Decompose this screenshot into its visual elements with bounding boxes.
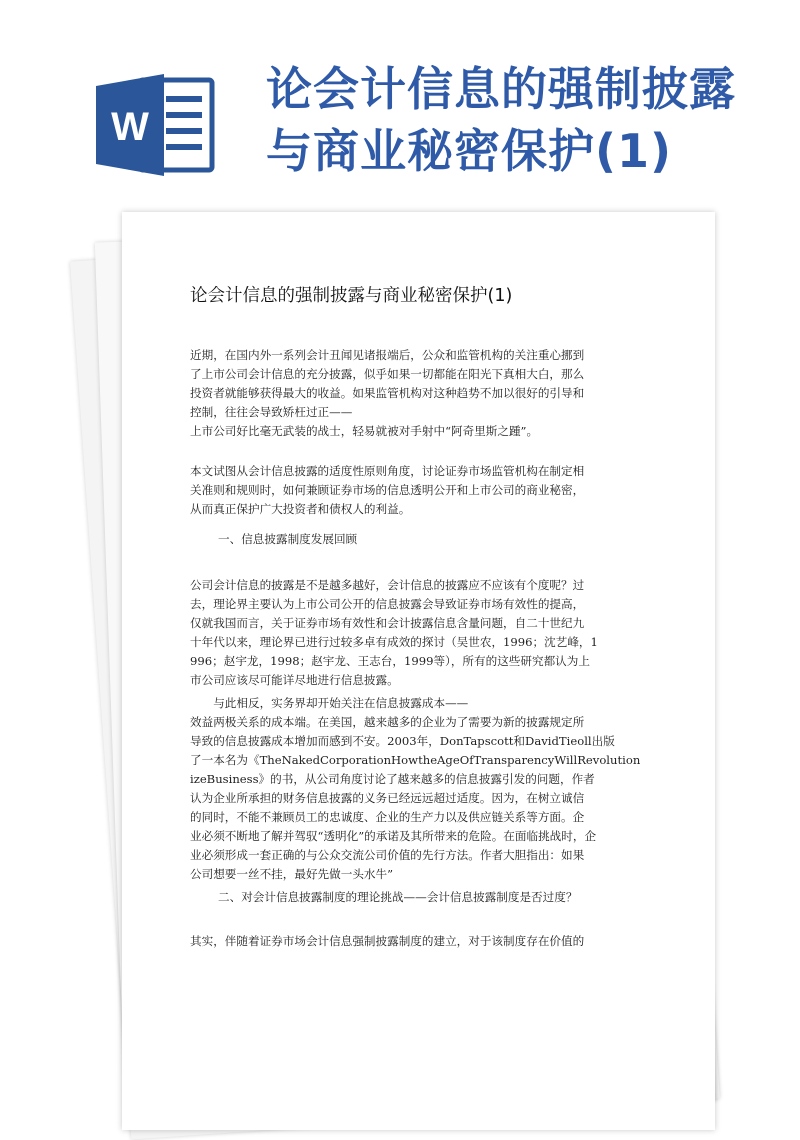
- word-icon: [96, 72, 216, 178]
- paragraph-3: [190, 576, 630, 690]
- paragraph-line: 996；赵宇龙，1998；赵宇龙、王志台，1999等），所有的这些研究都认为上: [190, 654, 590, 668]
- header-title: [266, 58, 766, 182]
- document-title: 论会计信息的强制披露与商业秘密保护(1): [190, 286, 513, 306]
- paragraph-line: 控制，往往会导致矫枉过正——: [190, 405, 353, 419]
- paragraph-line: 市公司应该尽可能详尽地进行信息披露。: [190, 673, 399, 687]
- paragraph-line: 了上市公司会计信息的充分披露，似乎如果一切都能在阳光下真相大白，那么: [190, 367, 585, 381]
- paragraph-1: [190, 346, 630, 441]
- paragraph-line: 从而真正保护广大投资者和债权人的利益。: [190, 502, 411, 516]
- paragraph-4: [190, 694, 641, 884]
- paragraph-line: 十年代以来，理论界已进行过较多卓有成效的探讨（吴世农，1996；沈艺峰，1: [190, 635, 598, 649]
- paragraph-line: 认为企业所承担的财务信息披露的义务已经远远超过适度。因为，在树立诚信: [190, 791, 585, 805]
- section-heading-1: 一、信息披露制度发展回顾: [218, 532, 358, 546]
- paragraph-line: 其实，伴随着证券市场会计信息强制披露制度的建立，对于该制度存在价值的: [190, 934, 585, 948]
- paragraph-line: 投资者就能够获得最大的收益。如果监管机构对这种趋势不加以很好的引导和: [190, 386, 585, 400]
- document-page: [122, 212, 715, 1130]
- paragraph-line: 公司会计信息的披露是不是越多越好，会计信息的披露应不应该有个度呢？过: [190, 578, 585, 592]
- paragraph-2: [190, 462, 630, 519]
- paragraph-line: 上市公司好比毫无武装的战士，轻易就被对手射中“阿奇里斯之踵”。: [190, 424, 539, 438]
- paragraph-line: 本文试图从会计信息披露的适度性原则角度，讨论证券市场监管机构在制定相: [190, 464, 585, 478]
- paragraph-line: 公司想要一丝不挂，最好先做一头水牛”: [190, 867, 394, 881]
- section-heading-2: 二、对会计信息披露制度的理论挑战——会计信息披露制度是否过度？: [218, 890, 578, 904]
- header-title-line-1: 论会计信息的强制披露: [266, 62, 736, 116]
- paragraph-line: izeBusiness》的书，从公司角度讨论了越来越多的信息披露引发的问题，作者: [190, 772, 595, 786]
- svg-text:W: W: [111, 105, 149, 149]
- paragraph-line: 与此相反，实务界却开始关注在信息披露成本——: [190, 696, 469, 710]
- paragraph-line: 导致的信息披露成本增加而感到不安。2003年，DonTapscott和DavidTieoll出版: [190, 734, 615, 748]
- paragraph-5: [190, 932, 630, 951]
- paragraph-line: 效益两极关系的成本端。在美国，越来越多的企业为了需要为新的披露规定所: [190, 715, 585, 729]
- header-title-line-2: 与商业秘密保护(1): [266, 124, 673, 178]
- paragraph-line: 的同时，不能不兼顾员工的忠诚度、企业的生产力以及供应链关系等方面。企: [190, 810, 585, 824]
- paragraph-line: 了一本名为《TheNakedCorporationHowtheAgeOfTransparencyWillRevolution: [190, 753, 641, 767]
- paragraph-line: 关准则和规则时，如何兼顾证券市场的信息透明公开和上市公司的商业秘密，: [190, 483, 585, 497]
- paragraph-line: 业必须不断地了解并驾驭“透明化”的承诺及其所带来的危险。在面临挑战时，企: [190, 829, 597, 843]
- paragraph-line: 仅就我国而言，关于证券市场有效性和会计披露信息含量问题，自二十世纪九: [190, 616, 585, 630]
- paragraph-line: 近期，在国内外一系列会计丑闻见诸报端后，公众和监管机构的关注重心挪到: [190, 348, 585, 362]
- paragraph-line: 业必须形成一套正确的与公众交流公司价值的先行方法。作者大胆指出：如果: [190, 848, 585, 862]
- paragraph-line: 去，理论界主要认为上市公司公开的信息披露会导致证券市场有效性的提高，: [190, 597, 585, 611]
